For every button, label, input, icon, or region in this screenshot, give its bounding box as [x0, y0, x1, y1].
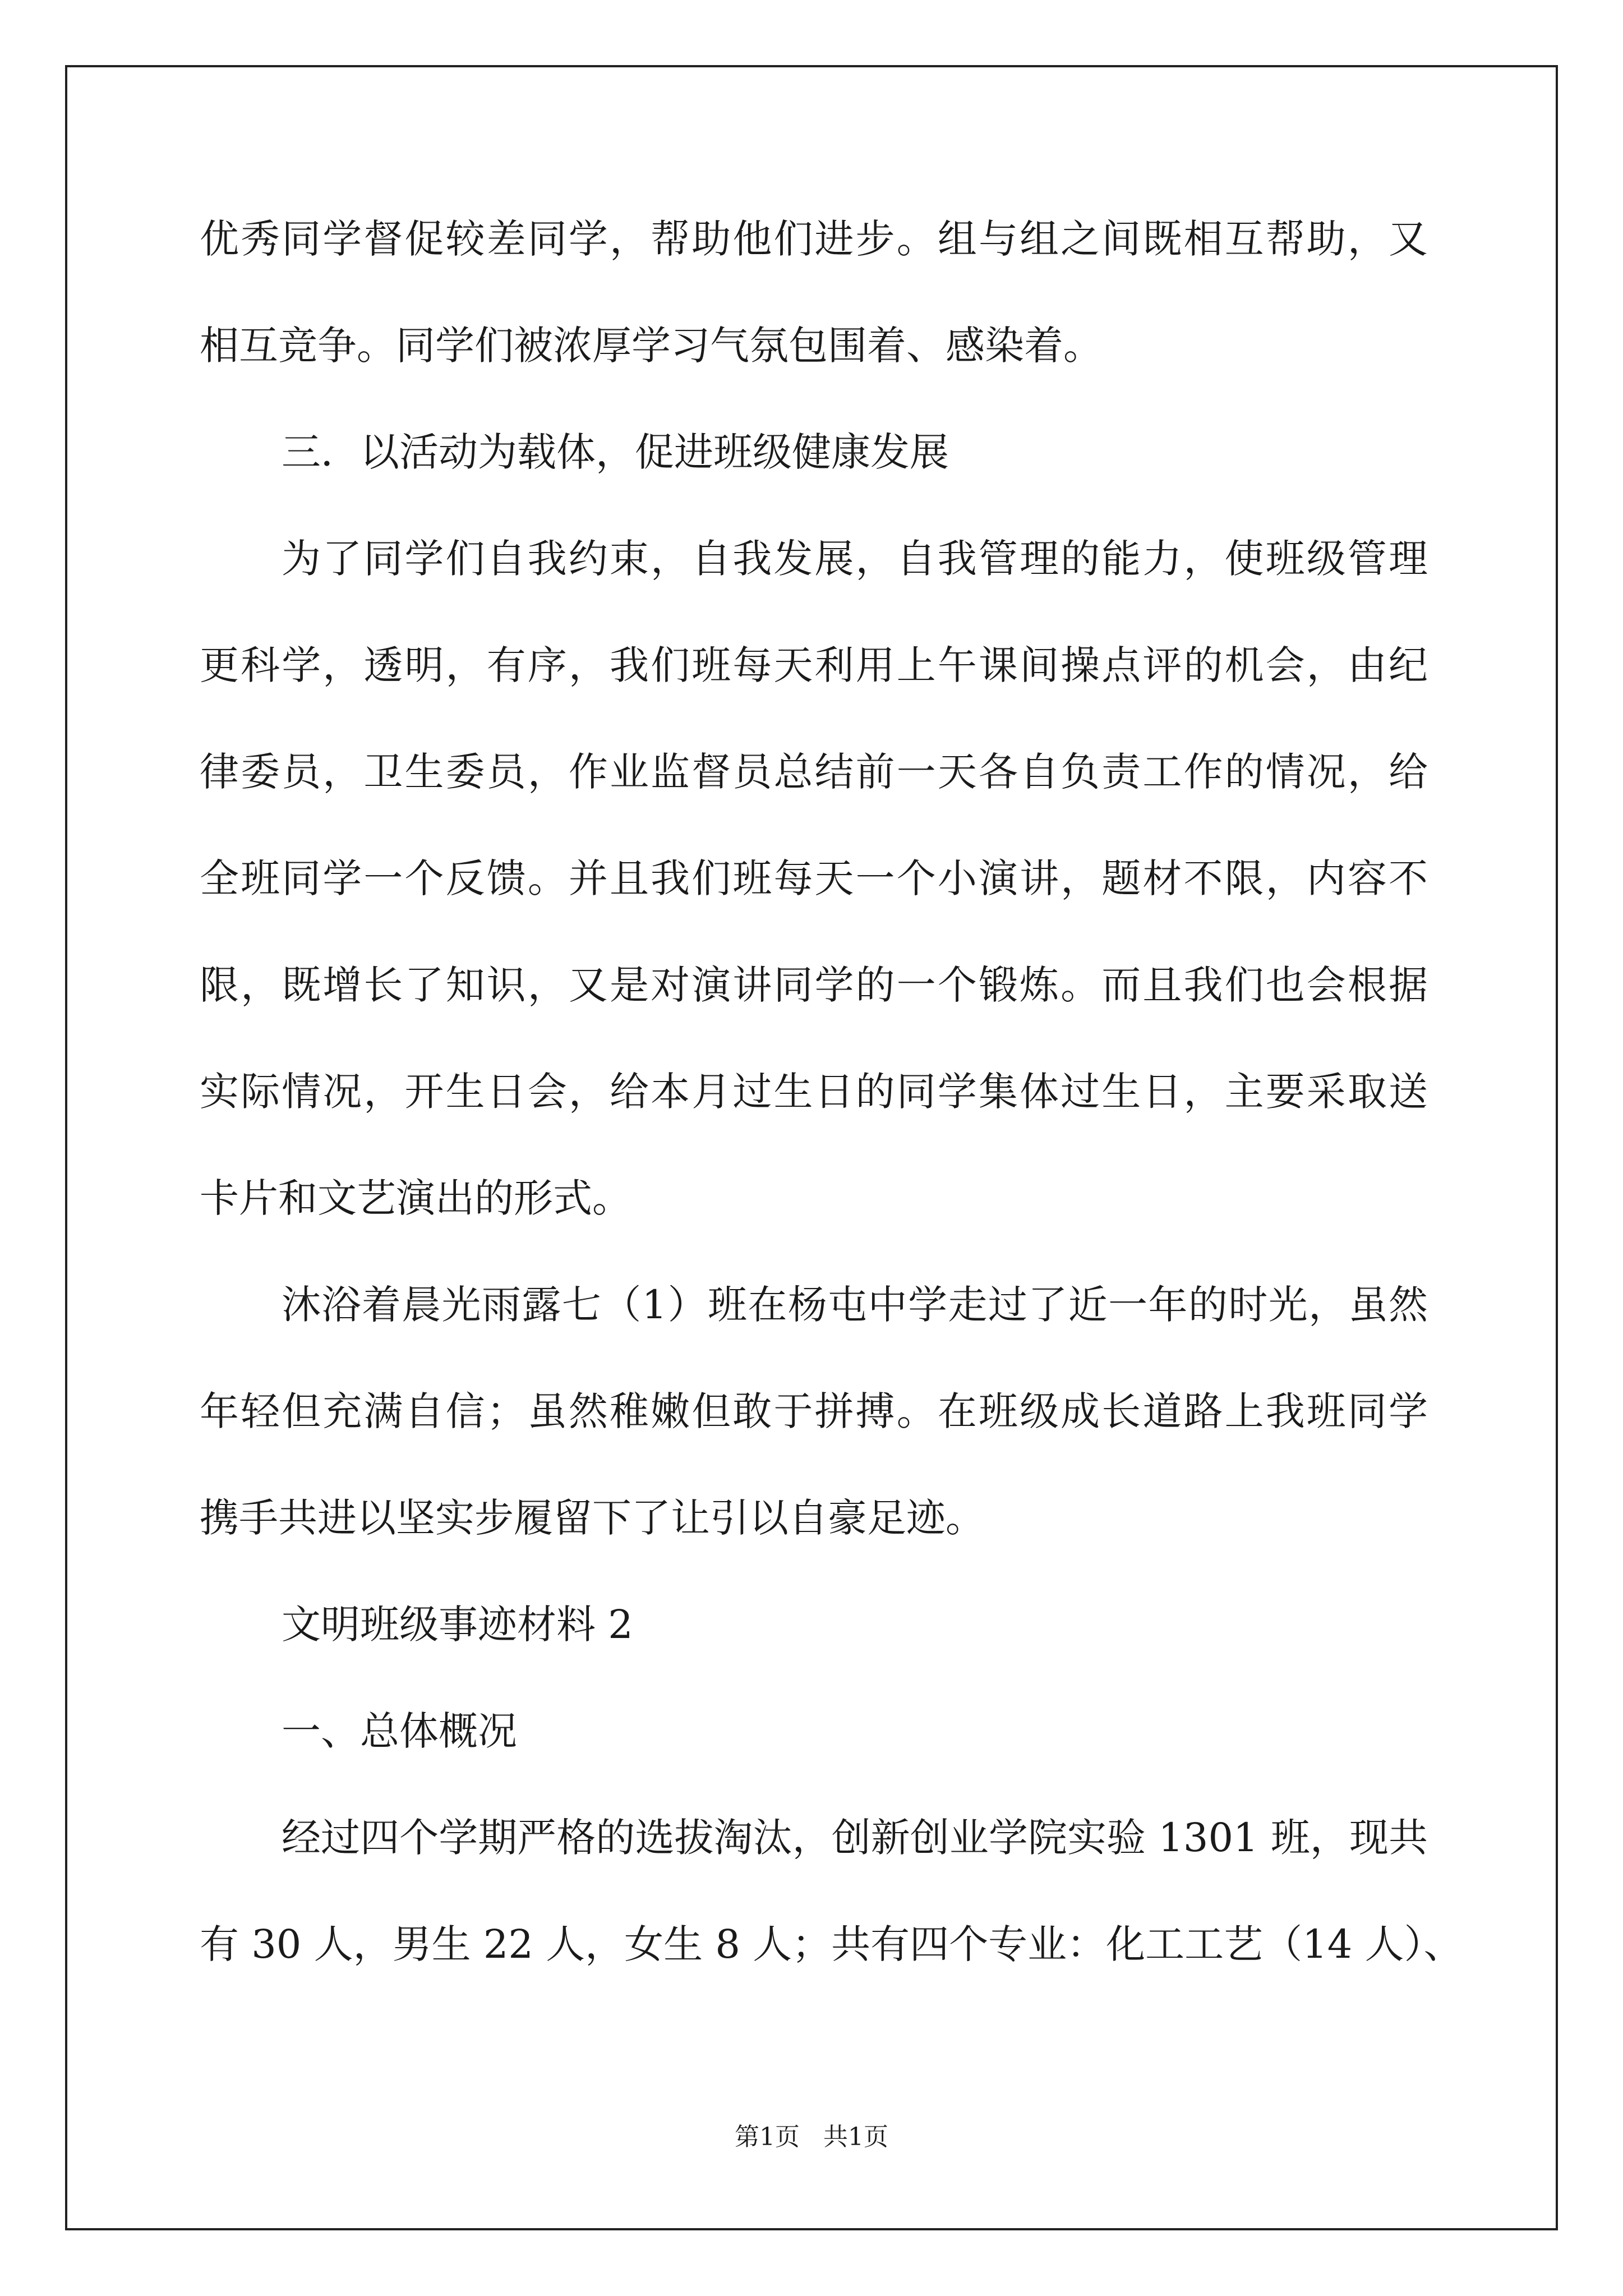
text-line: 沐浴着晨光雨露七（1）班在杨屯中学走过了近一年的时光，虽然	[282, 1282, 1428, 1328]
section-heading: 一、总体概况	[282, 1708, 517, 1754]
text-line: 更科学，透明，有序，我们班每天利用上午课间操点评的机会，由纪	[200, 642, 1428, 688]
document-body	[200, 132, 1568, 2118]
section-heading: 三．以活动为载体，促进班级健康发展	[282, 429, 949, 475]
page-footer	[0, 2120, 1623, 2154]
text-line: 有 30 人，男生 22 人，女生 8 人；共有四个专业：化工工艺（14 人）、	[200, 1921, 1463, 1967]
text-line: 限，既增长了知识，又是对演讲同学的一个锻炼。而且我们也会根据	[200, 962, 1428, 1008]
text-line: 经过四个学期严格的选拔淘汰，创新创业学院实验 1301 班，现共	[282, 1815, 1428, 1861]
text-line: 卡片和文艺演出的形式。	[200, 1175, 631, 1221]
text-line: 携手共进以坚实步履留下了让引以自豪足迹。	[200, 1495, 985, 1541]
text-line: 相互竞争。同学们被浓厚学习气氛包围着、感染着。	[200, 323, 1103, 369]
text-line: 为了同学们自我约束，自我发展，自我管理的能力，使班级管理	[282, 536, 1428, 582]
page-number-total: 共1页	[823, 2123, 888, 2151]
text-line: 年轻但充满自信；虽然稚嫩但敢于拼搏。在班级成长道路上我班同学	[200, 1388, 1428, 1434]
text-line: 律委员，卫生委员，作业监督员总结前一天各自负责工作的情况，给	[200, 749, 1428, 795]
text-line: 优秀同学督促较差同学，帮助他们进步。组与组之间既相互帮助，又	[200, 216, 1428, 262]
text-line: 实际情况，开生日会，给本月过生日的同学集体过生日，主要采取送	[200, 1069, 1428, 1115]
document-title: 文明班级事迹材料 2	[282, 1602, 633, 1648]
page-number-current: 第1页	[735, 2123, 800, 2151]
text-line: 全班同学一个反馈。并且我们班每天一个小演讲，题材不限，内容不	[200, 855, 1428, 901]
